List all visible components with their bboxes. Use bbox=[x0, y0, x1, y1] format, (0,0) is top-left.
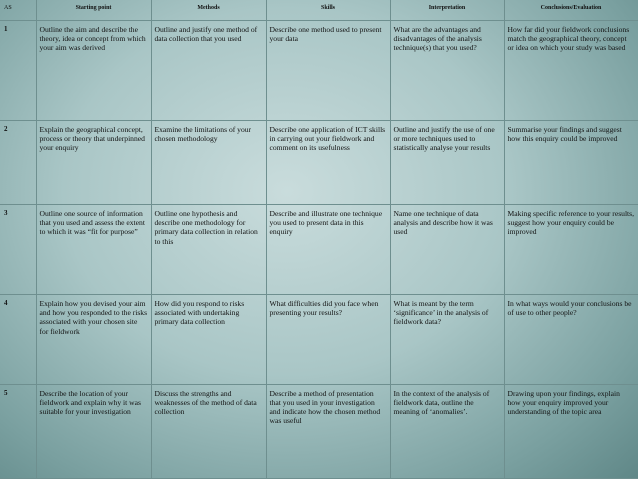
cell-skills: Describe one application of ICT skills in carrying out your fieldwork and comment on its usefulness bbox=[266, 120, 390, 204]
table-row bbox=[0, 384, 638, 478]
cell-methods: Discuss the strengths and weaknesses of the method of data collection bbox=[151, 384, 266, 478]
cell-starting-point: Describe the location of your fieldwork and explain why it was suitable for your investigation bbox=[36, 384, 151, 478]
cell-interpretation: What is meant by the term ‘significance’ in the analysis of fieldwork data? bbox=[390, 294, 504, 384]
header-starting-point: Starting point bbox=[36, 0, 151, 21]
header-skills: Skills bbox=[266, 0, 390, 21]
cell-interpretation: Outline and justify the use of one or more techniques used to statistically analyse your results bbox=[390, 120, 504, 204]
cell-skills: What difficulties did you face when presenting your results? bbox=[266, 294, 390, 384]
row-number: 4 bbox=[0, 294, 36, 384]
cell-methods: How did you respond to risks associated with undertaking primary data collection bbox=[151, 294, 266, 384]
cell-conclusions: Summarise your findings and suggest how this enquiry could be improved bbox=[504, 120, 638, 204]
cell-interpretation: Name one technique of data analysis and describe how it was used bbox=[390, 205, 504, 295]
cell-conclusions: Making specific reference to your results, suggest how your enquiry could be improved bbox=[504, 205, 638, 295]
cell-skills: Describe one method used to present your data bbox=[266, 21, 390, 121]
cell-methods: Examine the limitations of your chosen methodology bbox=[151, 120, 266, 204]
header-row bbox=[0, 0, 638, 21]
row-number: 3 bbox=[0, 205, 36, 295]
row-number: 1 bbox=[0, 21, 36, 121]
header-as: AS bbox=[0, 0, 36, 21]
cell-interpretation: In the context of the analysis of fieldwork data, outline the meaning of ‘anomalies’. bbox=[390, 384, 504, 478]
cell-starting-point: Outline one source of information that you used and assess the extent to which it was “fit for purpose” bbox=[36, 205, 151, 295]
table-row bbox=[0, 120, 638, 204]
cell-starting-point: Explain how you devised your aim and how you responded to the risks associated with your chosen site for fieldwork bbox=[36, 294, 151, 384]
cell-conclusions: How far did your fieldwork conclusions match the geographical theory, concept or idea on which your study was based bbox=[504, 21, 638, 121]
header-interpretation: Interpretation bbox=[390, 0, 504, 21]
table-row bbox=[0, 205, 638, 295]
row-number: 2 bbox=[0, 120, 36, 204]
cell-skills: Describe and illustrate one technique you used to present data in this enquiry bbox=[266, 205, 390, 295]
cell-conclusions: Drawing upon your findings, explain how your enquiry improved your understanding of the topic area bbox=[504, 384, 638, 478]
table-row bbox=[0, 294, 638, 384]
cell-conclusions: In what ways would your conclusions be of use to other people? bbox=[504, 294, 638, 384]
cell-methods: Outline one hypothesis and describe one methodology for primary data collection in relation to this bbox=[151, 205, 266, 295]
cell-skills: Describe a method of presentation that you used in your investigation and indicate how the chosen method was useful bbox=[266, 384, 390, 478]
header-methods: Methods bbox=[151, 0, 266, 21]
table-row bbox=[0, 21, 638, 121]
row-number: 5 bbox=[0, 384, 36, 478]
cell-starting-point: Explain the geographical concept, process or theory that underpinned your enquiry bbox=[36, 120, 151, 204]
header-conclusions-evaluation: Conclusions/Evaluation bbox=[504, 0, 638, 21]
cell-starting-point: Outline the aim and describe the theory, idea or concept from which your aim was derived bbox=[36, 21, 151, 121]
cell-interpretation: What are the advantages and disadvantages of the analysis technique(s) that you used? bbox=[390, 21, 504, 121]
cell-methods: Outline and justify one method of data collection that you used bbox=[151, 21, 266, 121]
